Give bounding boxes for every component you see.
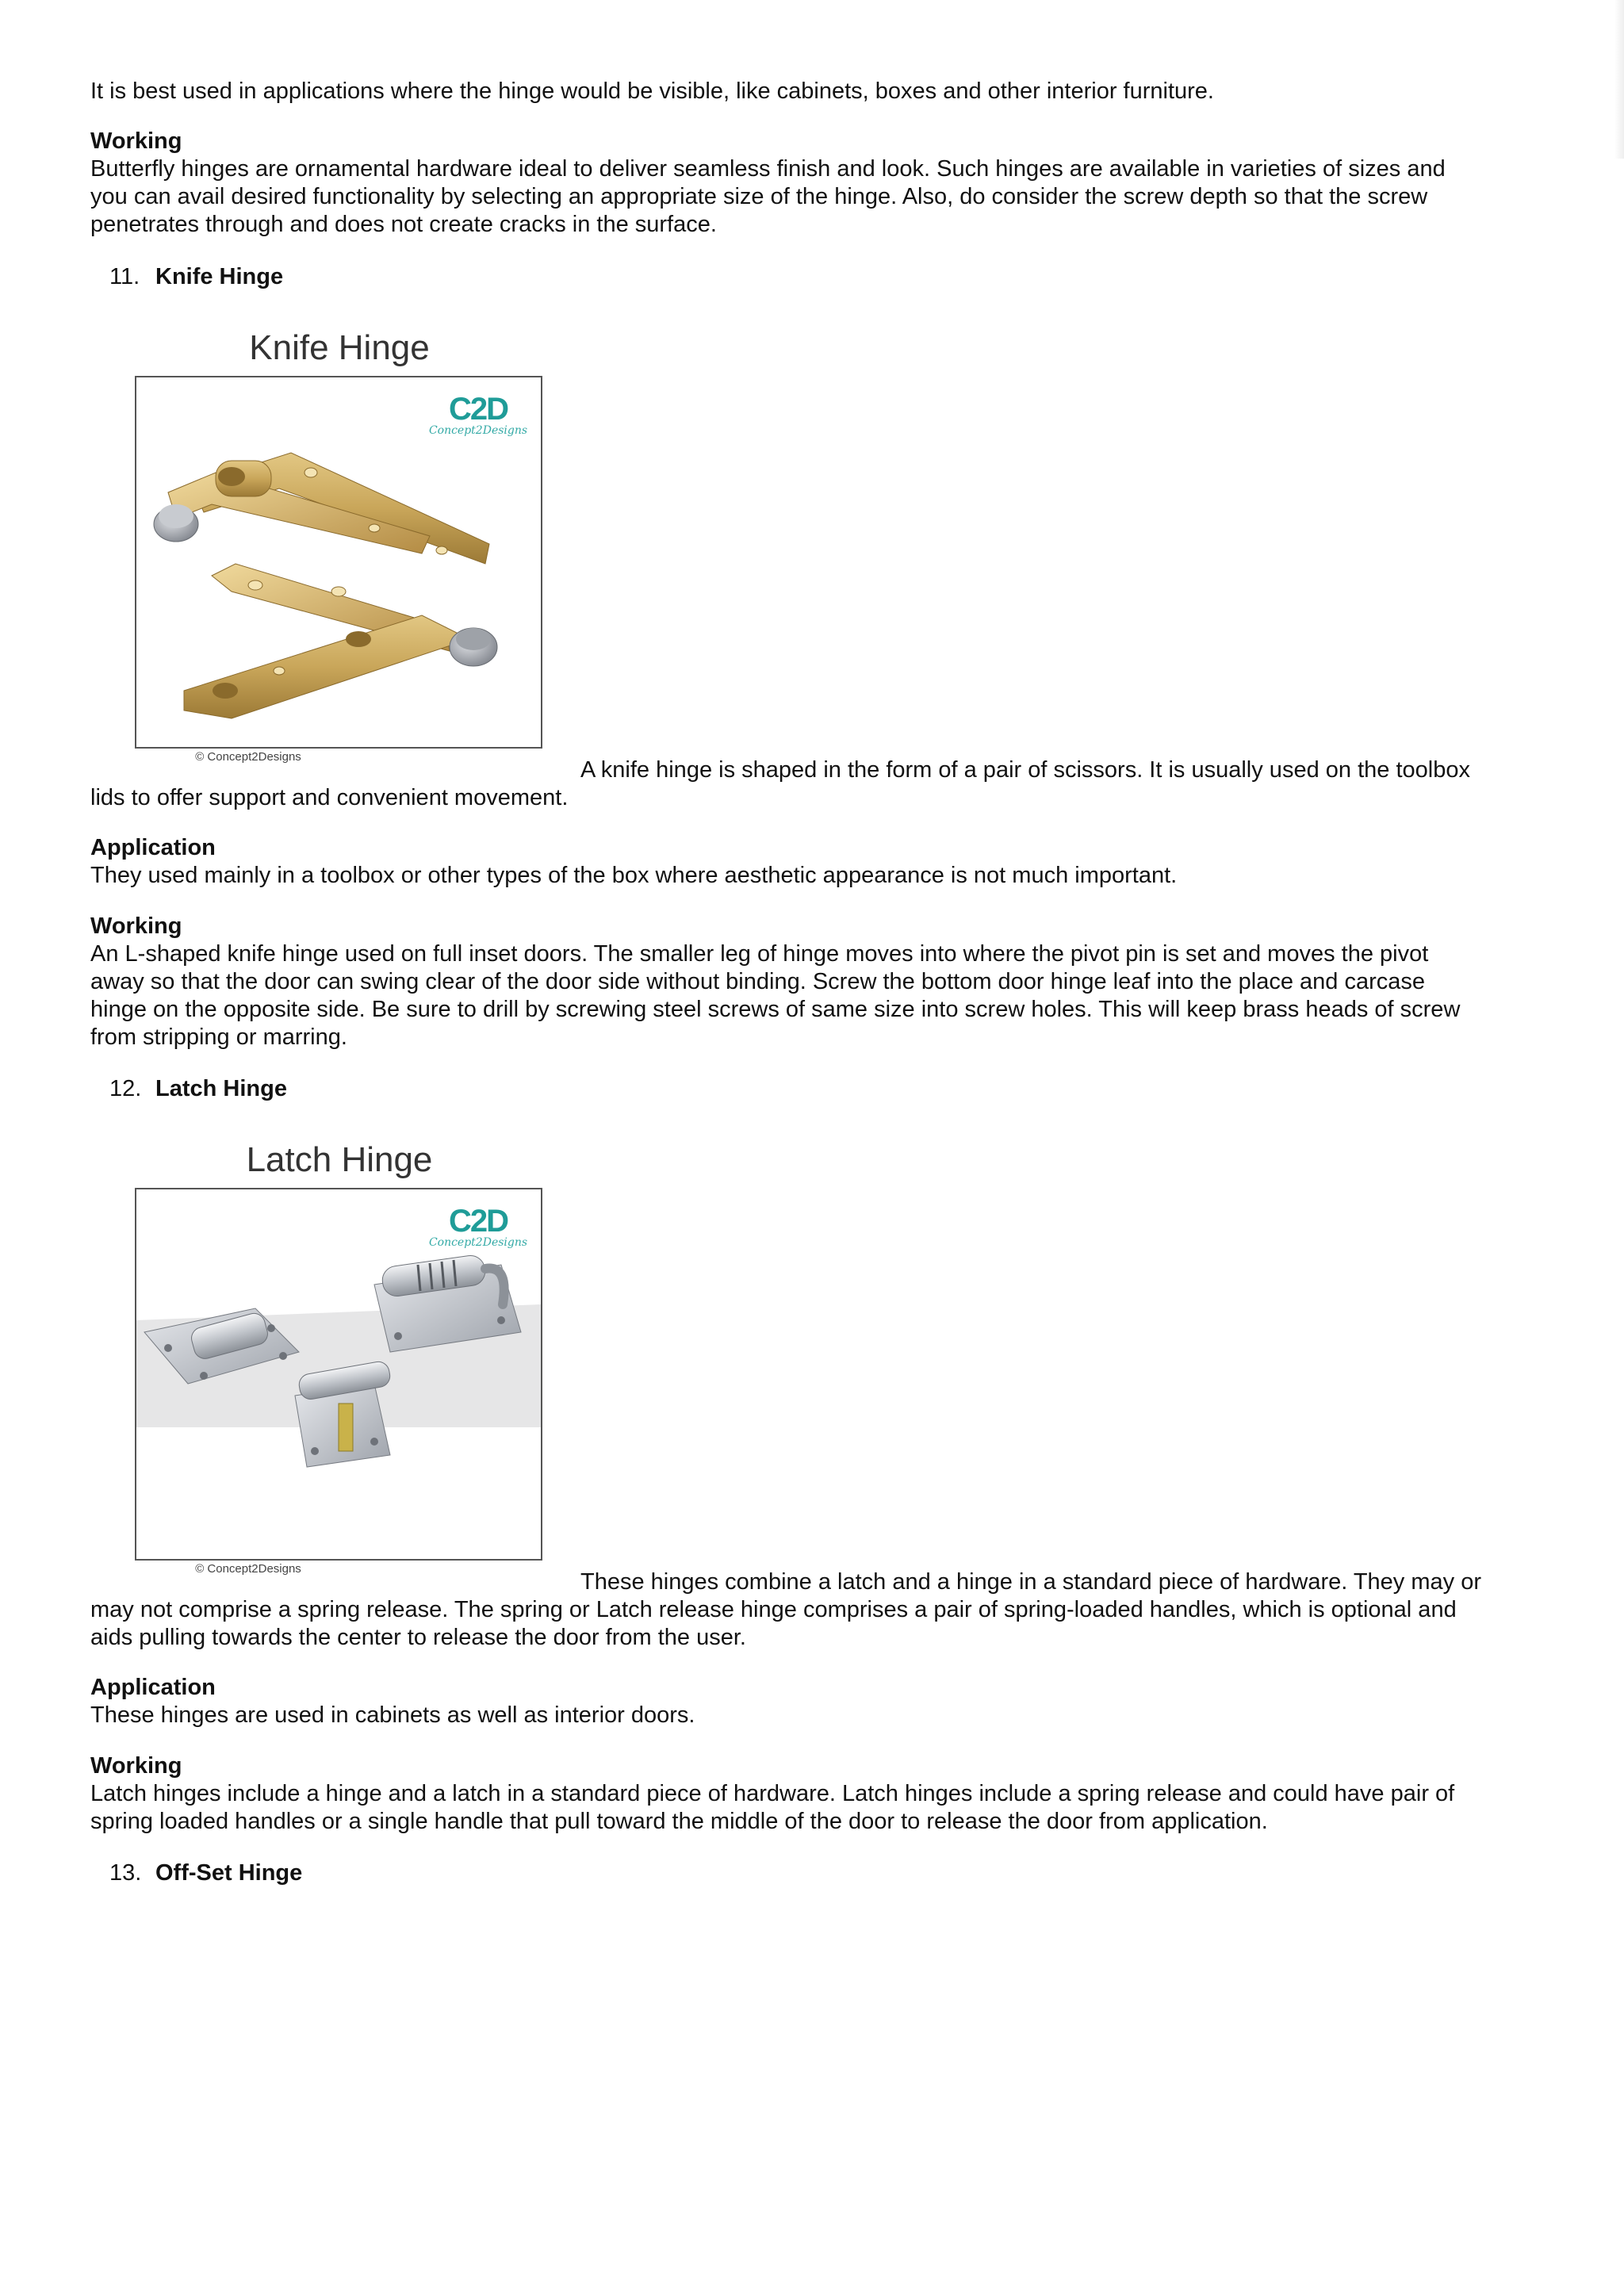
list-item-latch-hinge bbox=[109, 1075, 287, 1103]
butterfly-working-line-2: you can avail desired functionality by selecting an appropriate size of the hinge. Also, do consider the screw depth so that the screw bbox=[90, 184, 1428, 209]
intro-paragraph: It is best used in applications where the hinge would be visible, like cabinets, boxes and other interior furniture. bbox=[90, 79, 1214, 104]
list-item-offset-hinge bbox=[109, 1859, 302, 1887]
knife-working-line-2: away so that the door can swing clear of the door side without binding. Screw the bottom door hinge leaf into the place and carcase bbox=[90, 969, 1426, 994]
figure-credit: © Concept2Designs bbox=[195, 1562, 301, 1576]
c2d-logo-subtitle: Concept2Designs bbox=[428, 1236, 528, 1249]
butterfly-working-line-3: penetrates through and does not create cracks in the surface. bbox=[90, 212, 717, 237]
figure-credit: © Concept2Designs bbox=[195, 750, 301, 764]
latch-hinge-figure bbox=[133, 1140, 546, 1584]
list-number: 12. bbox=[109, 1076, 142, 1101]
butterfly-working-heading: Working bbox=[90, 128, 182, 154]
knife-description-line-1: A knife hinge is shaped in the form of a pair of scissors. It is usually used on the toolbox bbox=[580, 757, 1470, 783]
list-title: Off-Set Hinge bbox=[155, 1860, 303, 1886]
list-title: Knife Hinge bbox=[155, 264, 284, 289]
knife-hinge-illustration bbox=[136, 377, 541, 747]
butterfly-working-line-1: Butterfly hinges are ornamental hardware ideal to deliver seamless finish and look. Such hinges are available in varieties of sizes and bbox=[90, 156, 1446, 182]
knife-working-line-3: hinge on the opposite side. Be sure to drill by screwing steel screws of same size into screw holes. This will keep brass heads of screw bbox=[90, 997, 1461, 1022]
latch-working-section bbox=[90, 1752, 1534, 1836]
figure-title: Latch Hinge bbox=[246, 1140, 433, 1179]
figure-title: Knife Hinge bbox=[249, 328, 430, 367]
knife-working-heading: Working bbox=[90, 913, 182, 939]
latch-description-line-1: These hinges combine a latch and a hinge in a standard piece of hardware. They may or bbox=[580, 1569, 1481, 1595]
latch-working-line-2: spring loaded handles or a single handle that pull toward the middle of the door to release the door from application. bbox=[90, 1809, 1268, 1834]
knife-application-text: They used mainly in a toolbox or other types of the box where aesthetic appearance is not much important. bbox=[90, 863, 1178, 888]
butterfly-working-section bbox=[90, 128, 1534, 239]
latch-description-line-2: may not comprise a spring release. The spring or Latch release hinge comprises a pair of spring-loaded handles, which is optional and bbox=[90, 1597, 1457, 1622]
figure-frame bbox=[135, 376, 542, 749]
latch-application-section bbox=[90, 1674, 1534, 1729]
latch-working-heading: Working bbox=[90, 1753, 182, 1779]
latch-application-heading: Application bbox=[90, 1675, 216, 1700]
c2d-logo-mark: C2D bbox=[448, 1204, 508, 1239]
knife-working-line-1: An L-shaped knife hinge used on full inset doors. The smaller leg of hinge moves into where the pivot pin is set and moves the pivot bbox=[90, 941, 1429, 967]
latch-application-text: These hinges are used in cabinets as well as interior doors. bbox=[90, 1702, 695, 1728]
page-edge-shadow bbox=[1614, 0, 1624, 159]
latch-hinge-illustration bbox=[136, 1189, 541, 1559]
c2d-logo-subtitle: Concept2Designs bbox=[428, 424, 528, 437]
knife-application-heading: Application bbox=[90, 835, 216, 860]
knife-working-section bbox=[90, 913, 1534, 1051]
knife-description-line-2: lids to offer support and convenient movement. bbox=[90, 785, 569, 810]
knife-hinge-figure bbox=[133, 328, 546, 772]
list-item-knife-hinge bbox=[109, 263, 283, 291]
list-number: 13. bbox=[109, 1860, 142, 1886]
c2d-logo-mark: C2D bbox=[448, 392, 508, 427]
latch-working-line-1: Latch hinges include a hinge and a latch in a standard piece of hardware. Latch hinges include a spring release and could have pair of bbox=[90, 1781, 1455, 1806]
figure-frame bbox=[135, 1188, 542, 1561]
knife-working-line-4: from stripping or marring. bbox=[90, 1024, 347, 1050]
latch-description-continued bbox=[90, 1596, 1534, 1652]
list-title: Latch Hinge bbox=[155, 1076, 287, 1101]
knife-application-section bbox=[90, 834, 1534, 890]
latch-description-line-3: aids pulling towards the center to release the door from the user. bbox=[90, 1625, 746, 1650]
list-number: 11. bbox=[109, 264, 140, 289]
